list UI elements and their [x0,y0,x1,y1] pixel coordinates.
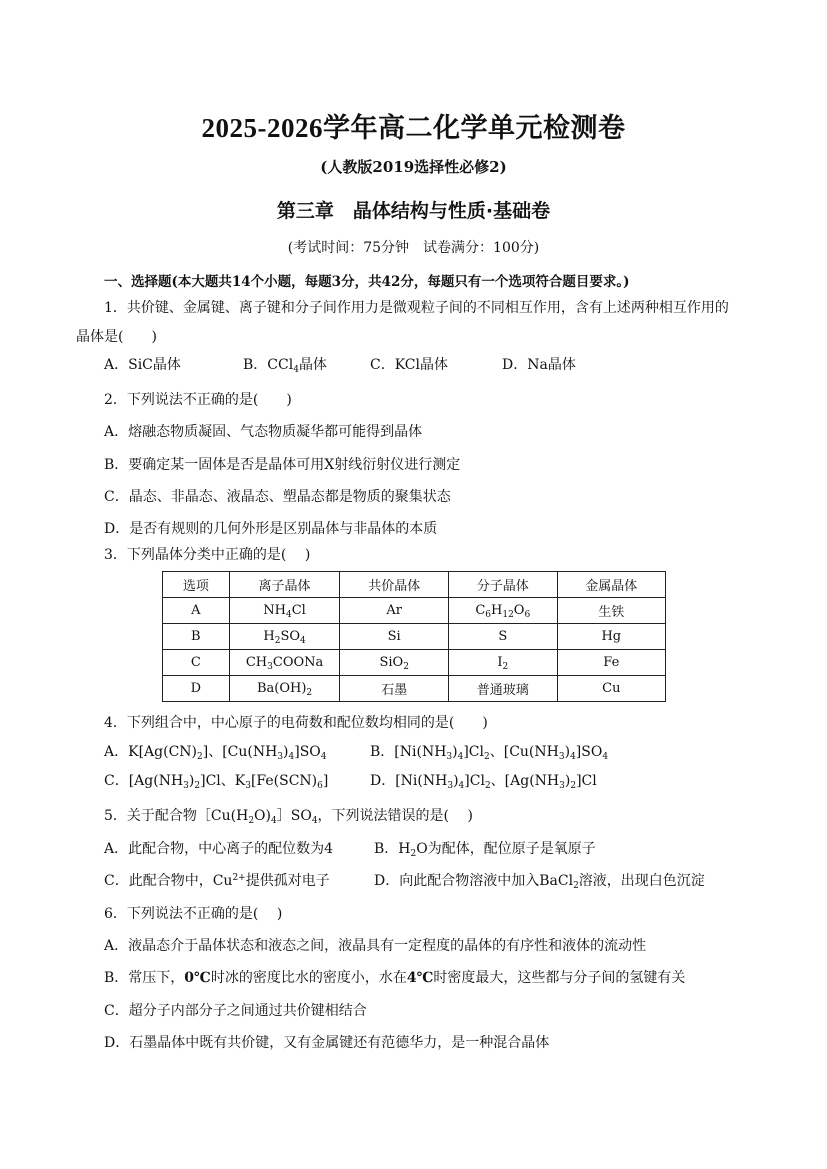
q5-option-d [374,870,705,890]
q4-option-d [370,770,597,790]
formula-part: O [513,603,525,618]
table-cell-metal: Cu [557,676,665,702]
formula-sub: 2 [410,849,417,859]
table-header-row [163,572,666,598]
table-row [163,598,666,624]
formula-part: ]SO [575,744,603,760]
table-cell-molecular: S [448,624,557,650]
formula-sub: 3 [559,781,565,791]
table-cell-molecular [448,598,557,624]
table-cell-option: C [163,650,230,676]
q1-option-c: C．KCl晶体 [370,357,448,373]
formula-sub: 4 [457,752,464,762]
formula-part: ) [564,773,571,789]
formula-part: Cl [291,603,306,618]
formula-part: C [475,603,486,618]
temperature-bold: 0℃ [184,970,211,986]
q4-option-c [104,770,328,790]
formula-sub: 4 [602,752,609,762]
formula-sub: 4 [458,781,465,791]
table-cell-covalent: Si [340,624,448,650]
q5-option-c [104,870,330,890]
crystal-classification-table [162,571,666,702]
q5-stem [104,805,473,825]
table-header-cell: 分子晶体 [448,572,557,598]
formula-part: COONa [272,655,324,670]
formula-sub: 2 [484,781,491,791]
formula-part: B．[Ni(NH [370,744,447,760]
formula-part: ) [188,773,195,789]
formula-part: ) [452,744,458,760]
formula-part: 、[Cu(NH [489,744,559,760]
formula-part: 、[Ag(NH [490,773,560,789]
formula-part: ) [453,773,459,789]
q1-option-b-suffix: 晶体 [298,357,327,373]
table-cell-ionic [229,650,340,676]
formula-sub: 2 [570,781,577,791]
table-cell-ionic [229,598,340,624]
formula-sub: 3 [447,781,454,791]
formula-sub: 6 [317,781,323,791]
formula-part: ] [322,773,329,789]
q2-option-b: B．要确定某一固体是否是晶体可用X射线衍射仪进行测定 [104,457,461,473]
formula-sub: 2 [194,781,201,791]
q4-option-b [370,741,608,761]
formula-sub: 2 [484,752,490,762]
table-cell-option: B [163,624,230,650]
formula-part: Ba(OH) [256,681,307,696]
formula-part: SiO [379,655,404,670]
q6-option-b [104,967,685,987]
table-cell-ionic [229,624,340,650]
formula-part: [Fe(SCN) [250,773,318,789]
table-row [163,676,666,702]
table-header-cell: 共价晶体 [340,572,448,598]
formula-sub: 4 [311,816,318,826]
formula-sub: 3 [245,781,251,791]
formula-sub: 3 [446,752,453,762]
formula-sub: 4 [288,752,295,762]
formula-part: H [491,603,503,618]
q2-option-d: D．是否有规则的几何外形是区别晶体与非晶体的本质 [104,521,438,537]
chapter-title: 第三章 晶体结构与性质·基础卷 [276,200,551,222]
formula-sub: 2 [197,752,203,762]
table-cell-metal: Hg [557,624,665,650]
q2-stem: 2．下列说法不正确的是( ) [104,392,292,408]
q6-option-d: D．石墨晶体中既有共价键，又有金属键还有范德华力，是一种混合晶体 [104,1035,550,1051]
formula-part: ) [283,744,289,760]
table-cell-molecular [448,650,557,676]
temperature-bold: 4℃ [406,970,434,986]
formula-part: D．向此配合物溶液中加入BaCl [374,873,574,889]
formula-part: C．此配合物中，Cu [104,873,233,889]
q4-stem: 4．下列组合中，中心原子的电荷数和配位数均相同的是( ) [104,715,488,731]
formula-part: 提供孤对电子 [245,873,330,889]
section-heading: 一、选择题(本大题共14个小题，每题3分，共42分，每题只有一个选项符合题目要求。) [104,274,630,290]
formula-part: ]SO [294,744,321,760]
q1-option-a: A．SiC晶体 [104,357,181,373]
table-cell-option: A [163,598,230,624]
text-part: B．常压下， [104,970,185,986]
exam-title: 2025-2026学年高二化学单元检测卷 [201,113,626,143]
q6-option-c: C．超分子内部分子之间通过共价键相结合 [104,1003,367,1019]
formula-part: ］SO [276,808,312,824]
formula-part: ]Cl [463,744,484,760]
table-cell-covalent: Ar [340,598,448,624]
formula-sub: 3 [267,662,273,672]
q6-stem: 6．下列说法不正确的是( ) [104,906,283,922]
formula-part: SO [280,629,301,644]
formula-part: I [497,655,503,670]
table-header-cell: 选项 [163,572,230,598]
exam-subtitle: (人教版2019选择性必修2) [320,158,507,176]
formula-part: ) [564,744,571,760]
formula-part: 5．关于配合物［Cu(H [104,808,249,824]
table-cell-metal: Fe [557,650,665,676]
exam-info: (考试时间：75分钟 试卷满分：100分) [287,240,540,256]
table-cell-metal: 生铁 [557,598,665,624]
table-row [163,624,666,650]
q2-option-a: A．熔融态物质凝固、气态物质凝华都可能得到晶体 [104,424,423,440]
text-part: 时冰的密度比水的密度小，水在 [210,970,407,986]
table-row [163,650,666,676]
formula-part: 溶液，出现白色沉淀 [578,873,705,889]
q3-stem: 3．下列晶体分类中正确的是( ) [104,547,311,563]
formula-sub: 2 [573,881,579,891]
formula-sub: 6 [524,610,531,620]
q2-option-c: C．晶态、非晶态、液晶态、塑晶态都是物质的聚集状态 [104,489,451,505]
formula-part: C．[Ag(NH [104,773,184,789]
formula-sub: 4 [300,636,306,646]
table-header-cell: 金属晶体 [557,572,665,598]
formula-sub: 3 [277,752,284,762]
formula-sub: 2 [248,816,255,826]
formula-part: ]Cl、K [200,773,246,789]
formula-part: NH [263,603,286,618]
formula-sub: 2 [274,636,281,646]
formula-sup: 2+ [232,873,246,883]
table-header-cell: 离子晶体 [229,572,340,598]
q1-option-b-text: B．CCl [243,357,294,373]
formula-part: ]Cl [576,773,597,789]
formula-sub: 4 [286,610,292,620]
table-cell-covalent: 石墨 [340,676,448,702]
formula-sub: 3 [558,752,565,762]
formula-part: B．H [374,841,411,857]
q5-option-b [374,838,596,858]
formula-part: CH [245,655,268,670]
formula-part: ，下列说法错误的是( ) [317,808,473,824]
formula-part: H [263,629,275,644]
formula-part: ]Cl [464,773,485,789]
table-cell-covalent [340,650,448,676]
table-cell-option: D [163,676,230,702]
q6-option-a: A．液晶态介于晶体状态和液态之间，液晶具有一定程度的晶体的有序性和液体的流动性 [104,938,647,954]
q1-stem-line2: 晶体是( ) [76,329,157,345]
formula-part: ]、[Cu(NH [202,744,278,760]
formula-sub: 4 [320,752,327,762]
formula-sub: 12 [502,610,514,620]
q4-option-a [104,741,327,761]
table-cell-ionic [229,676,340,702]
formula-sub: 4 [570,752,576,762]
formula-part: O为配体，配位原子是氧原子 [416,841,596,857]
formula-part: O) [254,808,271,824]
q5-option-a: A．此配合物，中心离子的配位数为4 [104,841,334,857]
q1-stem-line1: 1．共价键、金属键、离子键和分子间作用力是微观粒子间的不同相互作用，含有上述两种相互作用的 [104,300,729,316]
formula-sub: 3 [183,781,189,791]
q1-option-b-sub: 4 [293,365,299,375]
formula-sub: 2 [502,662,509,672]
q1-option-b [243,354,327,374]
formula-sub: 2 [306,688,313,698]
formula-part: D．[Ni(NH [370,773,448,789]
table-cell-molecular: 普通玻璃 [448,676,557,702]
formula-sub: 6 [485,610,491,620]
formula-part: A．K[Ag(CN) [104,744,197,760]
q1-option-d: D．Na晶体 [502,357,576,373]
formula-sub: 2 [403,662,409,672]
text-part: 时密度最大，这些都与分子间的氢键有关 [433,970,686,986]
formula-sub: 4 [271,816,277,826]
